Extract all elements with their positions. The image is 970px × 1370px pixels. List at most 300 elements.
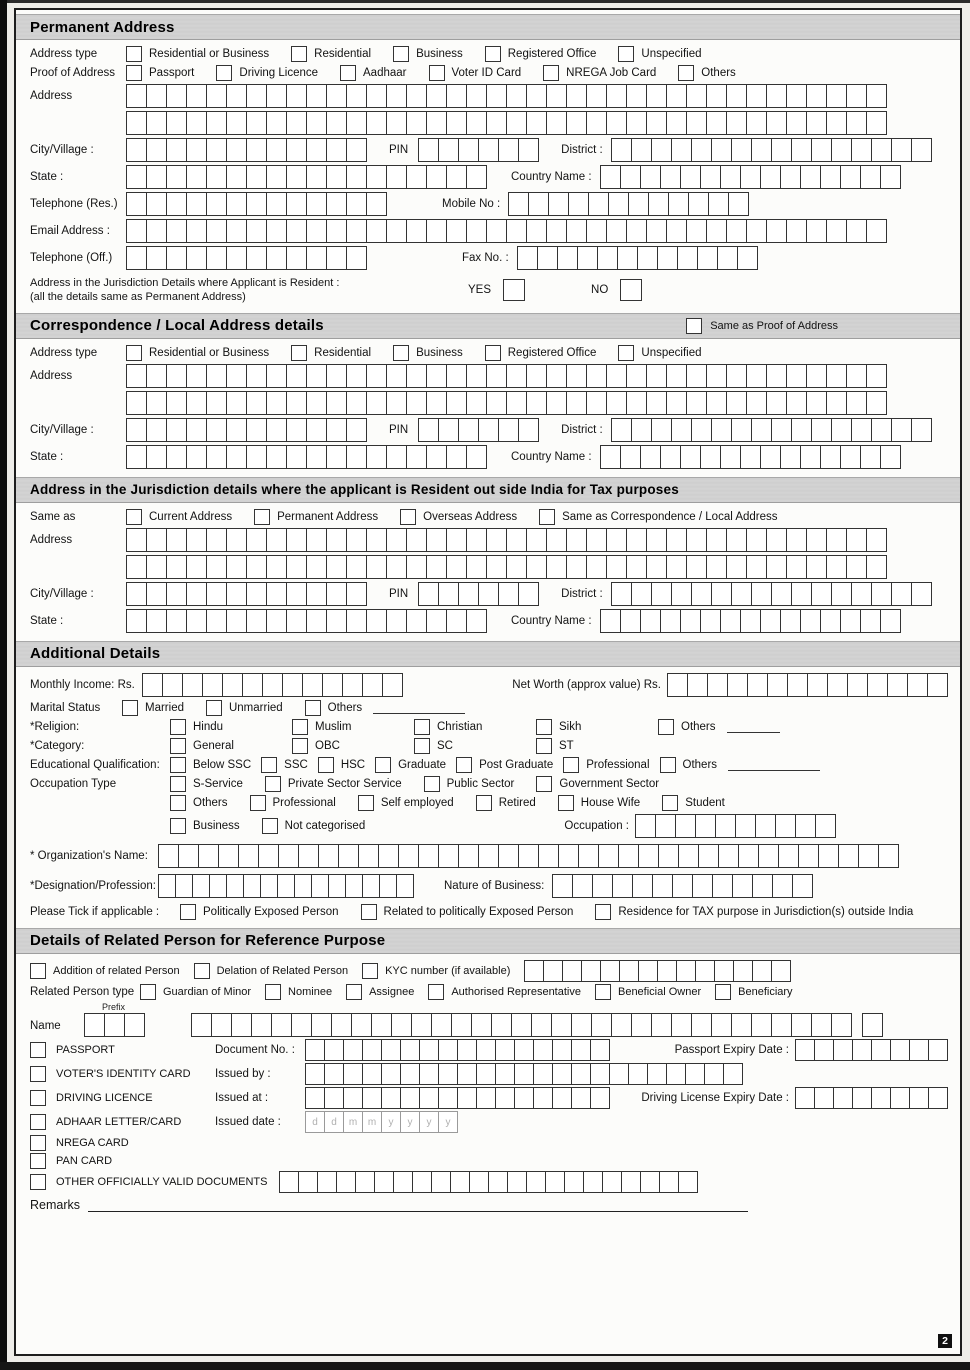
checkbox-business[interactable] — [170, 818, 186, 834]
char-box[interactable] — [506, 111, 527, 135]
char-box[interactable] — [426, 609, 447, 633]
char-box[interactable] — [306, 391, 327, 415]
char-box[interactable] — [646, 111, 667, 135]
char-box[interactable] — [524, 960, 544, 982]
char-box[interactable] — [746, 528, 767, 552]
char-box[interactable] — [795, 1087, 815, 1109]
checkbox-unspecified[interactable] — [618, 345, 634, 361]
char-box[interactable] — [714, 960, 734, 982]
char-box[interactable] — [686, 84, 707, 108]
char-box[interactable] — [324, 1063, 344, 1085]
char-box[interactable] — [737, 246, 758, 270]
char-box[interactable] — [396, 874, 414, 898]
char-box[interactable] — [146, 391, 167, 415]
char-box[interactable] — [478, 138, 499, 162]
char-box[interactable] — [766, 111, 787, 135]
char-box[interactable] — [880, 165, 901, 189]
char-box[interactable] — [546, 219, 567, 243]
char-box[interactable] — [126, 582, 147, 606]
char-box[interactable] — [345, 874, 363, 898]
char-box[interactable] — [598, 844, 619, 868]
char-box[interactable] — [740, 609, 761, 633]
char-box[interactable] — [175, 874, 193, 898]
char-box[interactable] — [291, 1013, 312, 1037]
char-box[interactable] — [286, 528, 307, 552]
char-box[interactable] — [747, 673, 768, 697]
char-box[interactable] — [381, 1063, 401, 1085]
char-box[interactable] — [826, 364, 847, 388]
char-box[interactable] — [566, 555, 587, 579]
checkbox-sikh[interactable] — [536, 719, 552, 735]
char-box[interactable] — [209, 874, 227, 898]
char-box[interactable] — [262, 673, 283, 697]
char-box[interactable] — [546, 391, 567, 415]
char-box[interactable] — [628, 1063, 648, 1085]
char-box[interactable] — [632, 874, 653, 898]
char-box[interactable] — [507, 1171, 527, 1193]
char-box[interactable] — [366, 528, 387, 552]
char-box[interactable] — [711, 418, 732, 442]
char-box[interactable] — [840, 445, 861, 469]
char-box[interactable] — [651, 418, 672, 442]
char-box[interactable] — [286, 111, 307, 135]
char-box[interactable] — [178, 844, 199, 868]
char-box[interactable] — [306, 555, 327, 579]
char-box[interactable] — [791, 1013, 812, 1037]
char-box[interactable] — [206, 555, 227, 579]
char-box[interactable] — [371, 1013, 392, 1037]
char-box[interactable] — [890, 1039, 910, 1061]
char-box[interactable] — [606, 219, 627, 243]
char-box[interactable] — [572, 874, 593, 898]
char-box[interactable] — [498, 844, 519, 868]
char-box[interactable] — [760, 445, 781, 469]
checkbox-addition-of-related-person[interactable] — [30, 963, 46, 979]
char-box[interactable] — [786, 391, 807, 415]
checkbox-below-ssc[interactable] — [170, 757, 186, 773]
checkbox-same-as-correspondence-local-address[interactable] — [539, 509, 555, 525]
char-box[interactable] — [466, 609, 487, 633]
char-box[interactable] — [571, 1063, 591, 1085]
char-box[interactable] — [84, 1013, 105, 1037]
char-box[interactable] — [346, 219, 367, 243]
char-box[interactable] — [126, 364, 147, 388]
char-box[interactable] — [718, 844, 739, 868]
char-box[interactable] — [266, 555, 287, 579]
char-box[interactable] — [346, 528, 367, 552]
char-box[interactable] — [891, 138, 912, 162]
char-box[interactable] — [391, 1013, 412, 1037]
char-box[interactable] — [646, 555, 667, 579]
char-box[interactable] — [246, 165, 267, 189]
char-box[interactable] — [811, 582, 832, 606]
checkbox-house-wife[interactable] — [558, 795, 574, 811]
char-box[interactable] — [343, 1087, 363, 1109]
char-box[interactable] — [771, 418, 792, 442]
char-box[interactable] — [691, 418, 712, 442]
char-box[interactable] — [880, 445, 901, 469]
checkbox-pan[interactable] — [30, 1153, 46, 1169]
char-box[interactable] — [928, 1087, 948, 1109]
char-box[interactable] — [852, 1039, 872, 1061]
char-box[interactable] — [659, 1171, 679, 1193]
char-box[interactable] — [166, 219, 187, 243]
char-box[interactable] — [406, 445, 427, 469]
char-box[interactable] — [591, 1013, 612, 1037]
char-box[interactable] — [871, 138, 892, 162]
char-box[interactable] — [546, 364, 567, 388]
char-box[interactable] — [846, 219, 867, 243]
char-box[interactable] — [226, 391, 247, 415]
char-box[interactable] — [346, 364, 367, 388]
char-box[interactable] — [846, 84, 867, 108]
char-box[interactable] — [740, 165, 761, 189]
char-box[interactable] — [635, 814, 656, 838]
char-box[interactable] — [528, 192, 549, 216]
char-box[interactable] — [266, 391, 287, 415]
char-box[interactable] — [266, 138, 287, 162]
char-box[interactable] — [246, 609, 267, 633]
char-box[interactable] — [666, 84, 687, 108]
checkbox-unmarried[interactable] — [206, 700, 222, 716]
char-box[interactable] — [775, 814, 796, 838]
char-box[interactable] — [426, 528, 447, 552]
char-box[interactable] — [706, 528, 727, 552]
char-box[interactable] — [691, 1013, 712, 1037]
char-box[interactable] — [518, 582, 539, 606]
char-box[interactable] — [182, 673, 203, 697]
char-box[interactable] — [606, 84, 627, 108]
char-box[interactable] — [438, 1063, 458, 1085]
char-box[interactable] — [438, 1039, 458, 1061]
checkbox-no[interactable] — [620, 279, 642, 301]
char-box[interactable] — [166, 609, 187, 633]
char-box[interactable] — [398, 844, 419, 868]
char-box[interactable] — [878, 844, 899, 868]
char-box[interactable] — [478, 582, 499, 606]
char-box[interactable] — [818, 844, 839, 868]
char-box[interactable] — [720, 165, 741, 189]
char-box[interactable] — [735, 814, 756, 838]
char-box[interactable] — [866, 528, 887, 552]
char-box[interactable] — [266, 246, 287, 270]
char-box[interactable] — [446, 555, 467, 579]
char-box[interactable] — [526, 1171, 546, 1193]
char-box[interactable] — [791, 582, 812, 606]
char-box[interactable] — [186, 111, 207, 135]
char-box[interactable] — [786, 84, 807, 108]
char-box[interactable] — [166, 364, 187, 388]
char-box[interactable] — [814, 1039, 834, 1061]
char-box[interactable] — [751, 1013, 772, 1037]
checkbox-registered-office[interactable] — [485, 46, 501, 62]
char-box[interactable] — [586, 391, 607, 415]
char-box[interactable] — [146, 165, 167, 189]
char-box[interactable] — [577, 246, 598, 270]
char-box[interactable] — [431, 1013, 452, 1037]
char-box[interactable] — [871, 582, 892, 606]
char-box[interactable] — [640, 445, 661, 469]
char-box[interactable] — [126, 555, 147, 579]
char-box[interactable] — [426, 364, 447, 388]
char-box[interactable] — [469, 1171, 489, 1193]
char-box[interactable] — [186, 165, 207, 189]
char-box[interactable] — [346, 84, 367, 108]
char-box[interactable] — [678, 844, 699, 868]
char-box[interactable]: d — [305, 1111, 325, 1133]
char-box[interactable] — [306, 582, 327, 606]
char-box[interactable] — [458, 844, 479, 868]
char-box[interactable] — [671, 418, 692, 442]
char-box[interactable] — [146, 555, 167, 579]
char-box[interactable] — [546, 555, 567, 579]
char-box[interactable] — [166, 391, 187, 415]
char-box[interactable] — [626, 84, 647, 108]
checkbox-beneficiary[interactable] — [715, 984, 731, 1000]
char-box[interactable] — [827, 673, 848, 697]
char-box[interactable] — [222, 673, 243, 697]
char-box[interactable] — [806, 364, 827, 388]
char-box[interactable] — [258, 844, 279, 868]
char-box[interactable] — [778, 844, 799, 868]
char-box[interactable] — [552, 1087, 572, 1109]
char-box[interactable] — [498, 138, 519, 162]
char-box[interactable] — [726, 528, 747, 552]
char-box[interactable] — [706, 364, 727, 388]
char-box[interactable] — [909, 1087, 929, 1109]
char-box[interactable] — [798, 844, 819, 868]
char-box[interactable] — [306, 84, 327, 108]
char-box[interactable] — [738, 844, 759, 868]
char-box[interactable] — [666, 528, 687, 552]
char-box[interactable] — [715, 814, 736, 838]
char-box[interactable] — [846, 391, 867, 415]
char-box[interactable] — [909, 1039, 929, 1061]
char-box[interactable] — [611, 418, 632, 442]
char-box[interactable] — [326, 246, 347, 270]
checkbox-nominee[interactable] — [265, 984, 281, 1000]
char-box[interactable] — [386, 609, 407, 633]
checkbox-muslim[interactable] — [292, 719, 308, 735]
char-box[interactable] — [286, 582, 307, 606]
char-box[interactable] — [686, 219, 707, 243]
char-box[interactable] — [243, 874, 261, 898]
char-box[interactable] — [566, 391, 587, 415]
char-box[interactable] — [186, 84, 207, 108]
char-box[interactable] — [726, 391, 747, 415]
char-box[interactable] — [846, 111, 867, 135]
char-box[interactable] — [226, 138, 247, 162]
char-box[interactable] — [806, 555, 827, 579]
char-box[interactable] — [866, 391, 887, 415]
char-box[interactable] — [346, 246, 367, 270]
char-box[interactable] — [366, 192, 387, 216]
char-box[interactable] — [231, 1013, 252, 1037]
checkbox-business[interactable] — [393, 345, 409, 361]
char-box[interactable] — [726, 555, 747, 579]
char-box[interactable] — [657, 960, 677, 982]
char-box[interactable] — [692, 874, 713, 898]
char-box[interactable] — [731, 582, 752, 606]
char-box[interactable] — [571, 1087, 591, 1109]
char-box[interactable] — [786, 219, 807, 243]
char-box[interactable] — [564, 1171, 584, 1193]
char-box[interactable] — [531, 1013, 552, 1037]
checkbox-nrega-job-card[interactable] — [543, 65, 559, 81]
checkbox-others[interactable] — [678, 65, 694, 81]
char-box[interactable] — [566, 364, 587, 388]
char-box[interactable] — [306, 219, 327, 243]
char-box[interactable] — [226, 582, 247, 606]
char-box[interactable] — [411, 1013, 432, 1037]
char-box[interactable] — [686, 528, 707, 552]
char-box[interactable] — [806, 391, 827, 415]
char-box[interactable] — [780, 445, 801, 469]
char-box[interactable] — [438, 1087, 458, 1109]
char-box[interactable] — [548, 192, 569, 216]
char-box[interactable] — [366, 364, 387, 388]
char-box[interactable] — [731, 138, 752, 162]
char-box[interactable] — [246, 192, 267, 216]
checkbox-related-to-politically-exposed-person[interactable] — [361, 904, 377, 920]
char-box[interactable] — [466, 364, 487, 388]
char-box[interactable] — [826, 111, 847, 135]
char-box[interactable] — [558, 844, 579, 868]
char-box[interactable] — [418, 418, 439, 442]
char-box[interactable] — [638, 960, 658, 982]
char-box[interactable] — [126, 219, 147, 243]
checkbox-professional[interactable] — [250, 795, 266, 811]
char-box[interactable] — [686, 555, 707, 579]
char-box[interactable] — [476, 1063, 496, 1085]
char-box[interactable] — [302, 673, 323, 697]
char-box[interactable] — [158, 844, 179, 868]
char-box[interactable] — [880, 609, 901, 633]
char-box[interactable] — [658, 844, 679, 868]
char-box[interactable] — [831, 418, 852, 442]
char-box[interactable] — [458, 582, 479, 606]
checkbox-other-documents[interactable] — [30, 1174, 46, 1190]
char-box[interactable] — [326, 391, 347, 415]
char-box[interactable] — [386, 555, 407, 579]
char-box[interactable] — [890, 1087, 910, 1109]
char-box[interactable] — [246, 555, 267, 579]
checkbox-unspecified[interactable] — [618, 46, 634, 62]
char-box[interactable] — [206, 418, 227, 442]
char-box[interactable] — [826, 555, 847, 579]
char-box[interactable] — [771, 1013, 792, 1037]
checkbox-christian[interactable] — [414, 719, 430, 735]
char-box[interactable] — [806, 219, 827, 243]
char-box[interactable] — [733, 960, 753, 982]
char-box[interactable] — [378, 844, 399, 868]
char-box[interactable] — [588, 192, 609, 216]
char-box[interactable] — [271, 1013, 292, 1037]
char-box[interactable] — [166, 138, 187, 162]
char-box[interactable]: d — [324, 1111, 344, 1133]
char-box[interactable] — [858, 844, 879, 868]
char-box[interactable] — [514, 1063, 534, 1085]
char-box[interactable] — [666, 111, 687, 135]
char-box[interactable] — [866, 111, 887, 135]
char-box[interactable] — [226, 418, 247, 442]
char-box[interactable] — [760, 165, 781, 189]
char-box[interactable] — [419, 1063, 439, 1085]
char-box[interactable] — [286, 165, 307, 189]
char-box[interactable] — [786, 555, 807, 579]
char-box[interactable] — [746, 555, 767, 579]
char-box[interactable] — [807, 673, 828, 697]
char-box[interactable] — [386, 528, 407, 552]
char-box[interactable]: y — [400, 1111, 420, 1133]
char-box[interactable] — [162, 673, 183, 697]
char-box[interactable] — [226, 111, 247, 135]
char-box[interactable] — [706, 219, 727, 243]
char-box[interactable] — [646, 84, 667, 108]
char-box[interactable] — [126, 391, 147, 415]
char-box[interactable] — [286, 84, 307, 108]
char-box[interactable] — [526, 84, 547, 108]
char-box[interactable] — [426, 391, 447, 415]
char-box[interactable] — [731, 418, 752, 442]
char-box[interactable] — [526, 555, 547, 579]
char-box[interactable] — [446, 165, 467, 189]
char-box[interactable] — [826, 84, 847, 108]
char-box[interactable] — [366, 609, 387, 633]
char-box[interactable] — [675, 814, 696, 838]
char-box[interactable] — [760, 609, 781, 633]
char-box[interactable] — [326, 138, 347, 162]
checkbox-general[interactable] — [170, 738, 186, 754]
checkbox-others[interactable] — [305, 700, 321, 716]
char-box[interactable] — [680, 165, 701, 189]
char-box[interactable] — [331, 1013, 352, 1037]
checkbox-married[interactable] — [122, 700, 138, 716]
char-box[interactable] — [286, 555, 307, 579]
char-box[interactable] — [406, 528, 427, 552]
char-box[interactable] — [631, 582, 652, 606]
char-box[interactable] — [566, 84, 587, 108]
char-box[interactable] — [282, 673, 303, 697]
char-box[interactable] — [811, 1013, 832, 1037]
char-box[interactable] — [755, 814, 776, 838]
char-box[interactable] — [495, 1063, 515, 1085]
char-box[interactable] — [466, 84, 487, 108]
char-box[interactable] — [438, 844, 459, 868]
char-box[interactable] — [698, 844, 719, 868]
char-box[interactable] — [638, 844, 659, 868]
char-box[interactable] — [324, 1039, 344, 1061]
checkbox-others[interactable] — [658, 719, 674, 735]
char-box[interactable] — [727, 673, 748, 697]
char-box[interactable] — [266, 609, 287, 633]
char-box[interactable] — [406, 165, 427, 189]
char-box[interactable] — [306, 609, 327, 633]
checkbox-not-categorised[interactable] — [262, 818, 278, 834]
char-box[interactable] — [671, 582, 692, 606]
char-box[interactable] — [666, 1063, 686, 1085]
char-box[interactable] — [806, 111, 827, 135]
char-box[interactable] — [792, 874, 813, 898]
char-box[interactable] — [466, 111, 487, 135]
char-box[interactable] — [600, 445, 621, 469]
char-box[interactable] — [451, 1013, 472, 1037]
char-box[interactable] — [366, 445, 387, 469]
char-box[interactable] — [191, 1013, 212, 1037]
char-box[interactable] — [795, 1039, 815, 1061]
char-box[interactable] — [346, 111, 367, 135]
char-box[interactable] — [226, 192, 247, 216]
